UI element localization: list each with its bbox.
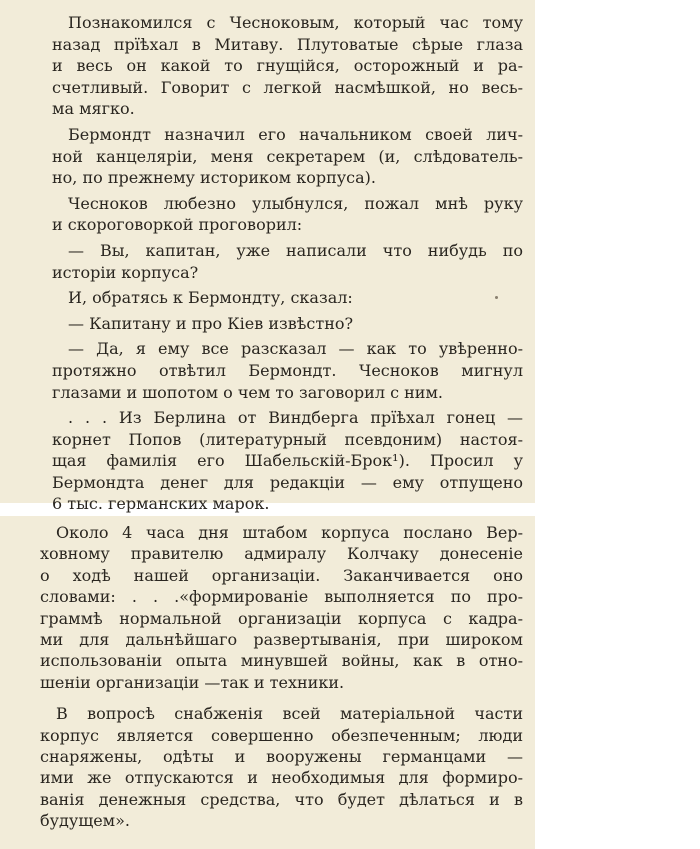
text-line: — Капитану и про Кіев извѣстно? <box>52 313 354 333</box>
text-line: исторіи корпуса? <box>52 262 199 282</box>
text-line: ванія денежныя средства, что будет дѣлаться и в <box>40 789 523 809</box>
text-line: Бермондта денег для редакціи — ему отпущено <box>52 472 523 492</box>
text-line: В вопросѣ снабженія всей матеріальной части <box>40 704 523 724</box>
text-line: — Да, я ему все разсказал — как то увѣренно- <box>52 339 523 359</box>
text-line: ной канцеляріи, меня секретарем (и, слѣдователь- <box>52 146 523 166</box>
text-line: И, обратясь к Бермондту, сказал: <box>52 288 353 308</box>
text-line: снаряжены, одѣты и вооружены германцами — <box>40 747 523 767</box>
text-line: и весь он какой то гнущійся, осторожный и ра- <box>52 56 523 76</box>
text-line: и скороговоркой проговорил: <box>52 215 303 235</box>
text-line: словами: . . .«формированіе выполняется по про- <box>40 587 523 607</box>
paragraph <box>52 124 523 189</box>
text-line: щая фамилія его Шабельскій-Брок¹). Просил у <box>52 451 523 471</box>
scanned-page-top <box>0 0 535 514</box>
text-line: корнет Попов (литературный псевдоним) настоя- <box>52 429 523 449</box>
text-line: Бермондт назначил его начальником своей лич- <box>52 124 523 144</box>
text-line: . . . Из Берлина от Виндберга прїѣхал гонец — <box>52 408 523 428</box>
paragraph <box>52 407 523 515</box>
text-line: использованіи опыта минувшей войны, как в отно- <box>40 651 523 671</box>
text-line: ховному правителю адмиралу Колчаку донесеніе <box>40 544 523 564</box>
scanned-page-bottom <box>0 516 535 849</box>
text-line: корпус является совершенно обезпеченным; люди <box>40 725 523 745</box>
text-line: граммѣ нормальной организаціи корпуса с кадра- <box>40 608 523 628</box>
paragraph <box>52 240 523 283</box>
text-line: ми для дальнѣйшаго развертыванія, при широком <box>40 630 523 650</box>
paragraph <box>52 12 523 120</box>
text-line: протяжно отвѣтил Бермондт. Чесноков мигнул <box>52 360 523 380</box>
text-line: ими же отпускаются и необходимыя для формиро- <box>40 768 523 788</box>
text-line: Около 4 часа дня штабом корпуса послано Вер- <box>40 523 523 542</box>
text-line: Чесноков любезно улыбнулся, пожал мнѣ руку <box>52 193 523 213</box>
paragraph <box>52 338 523 403</box>
page-text-top <box>52 12 523 515</box>
text-line: но, по прежнему историком корпуса). <box>52 168 376 188</box>
text-line: счетливый. Говорит с легкой насмѣшкой, но весь- <box>52 77 523 97</box>
paragraph <box>52 193 523 236</box>
text-line: ма мягко. <box>52 99 135 119</box>
paragraph <box>40 522 523 693</box>
text-line: будущем». <box>40 811 130 831</box>
ink-speck <box>495 296 498 299</box>
paragraph <box>52 287 523 309</box>
page-text-bottom <box>40 522 523 832</box>
text-line: шеніи организаціи —так и техники. <box>40 672 345 692</box>
text-line: назад прїѣхал в Митаву. Плутоватые сѣрые глаза <box>52 34 523 54</box>
text-line: о ходѣ нашей организаціи. Заканчивается оно <box>40 565 523 585</box>
text-line: — Вы, капитан, уже написали что нибудь по <box>52 240 523 260</box>
text-line: Познакомился с Чесноковым, который час тому <box>52 13 523 32</box>
text-line: глазами и шопотом о чем то заговорил с ним. <box>52 382 443 402</box>
paragraph <box>52 313 523 335</box>
paragraph <box>40 703 523 831</box>
text-line: 6 тыс. германских марок. <box>52 494 270 514</box>
